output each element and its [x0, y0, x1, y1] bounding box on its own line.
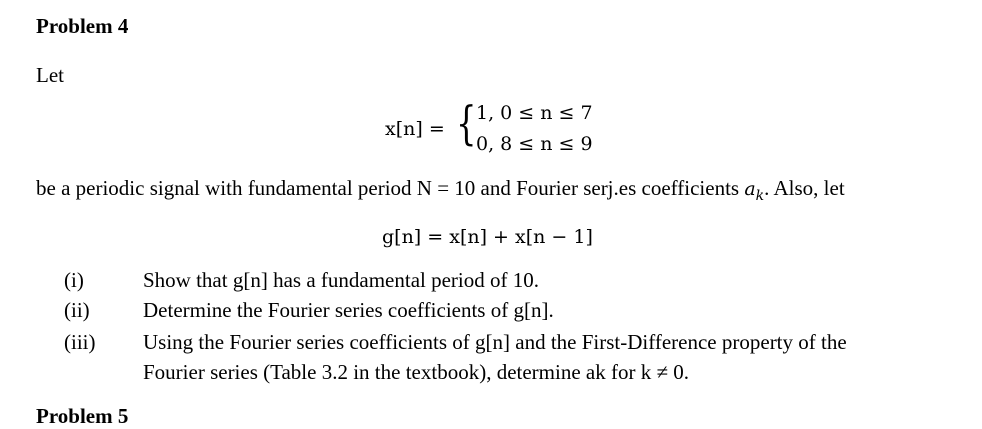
item-2-text: Determine the Fourier series coefficients of g[n]. [143, 298, 554, 322]
coefficient-subscript: k [755, 188, 765, 204]
let-text: Let [36, 63, 64, 87]
case-row-2: 0, 8 ≤ n ≤ 9 [476, 133, 593, 155]
item-1-text: Show that g[n] has a fundamental period of 10. [143, 268, 539, 292]
case-row-1: 1, 0 ≤ n ≤ 7 [476, 102, 593, 124]
problem-4-heading: Problem 4 [36, 14, 129, 38]
item-2-number: (ii) [64, 298, 90, 322]
problem-5-heading: Problem 5 [36, 404, 129, 428]
item-1-number: (i) [64, 268, 84, 292]
sentence-part-b: . Also, let [764, 176, 845, 200]
case-brace: { [456, 96, 477, 150]
periodic-signal-sentence [36, 176, 845, 204]
item-3-text-continued: Fourier series (Table 3.2 in the textbook), determine ak for k ≠ 0. [143, 360, 689, 384]
g-definition: g[n] = x[n] + x[n − 1] [382, 226, 593, 248]
coefficient-symbol: a [744, 178, 756, 200]
item-3-text: Using the Fourier series coefficients of g[n] and the First-Difference property of the [143, 330, 847, 354]
item-3-number: (iii) [64, 330, 96, 354]
sentence-part-a: be a periodic signal with fundamental period N = 10 and Fourier serj.es coefficients [36, 176, 745, 200]
definition-lhs: x[n] = [385, 118, 445, 140]
